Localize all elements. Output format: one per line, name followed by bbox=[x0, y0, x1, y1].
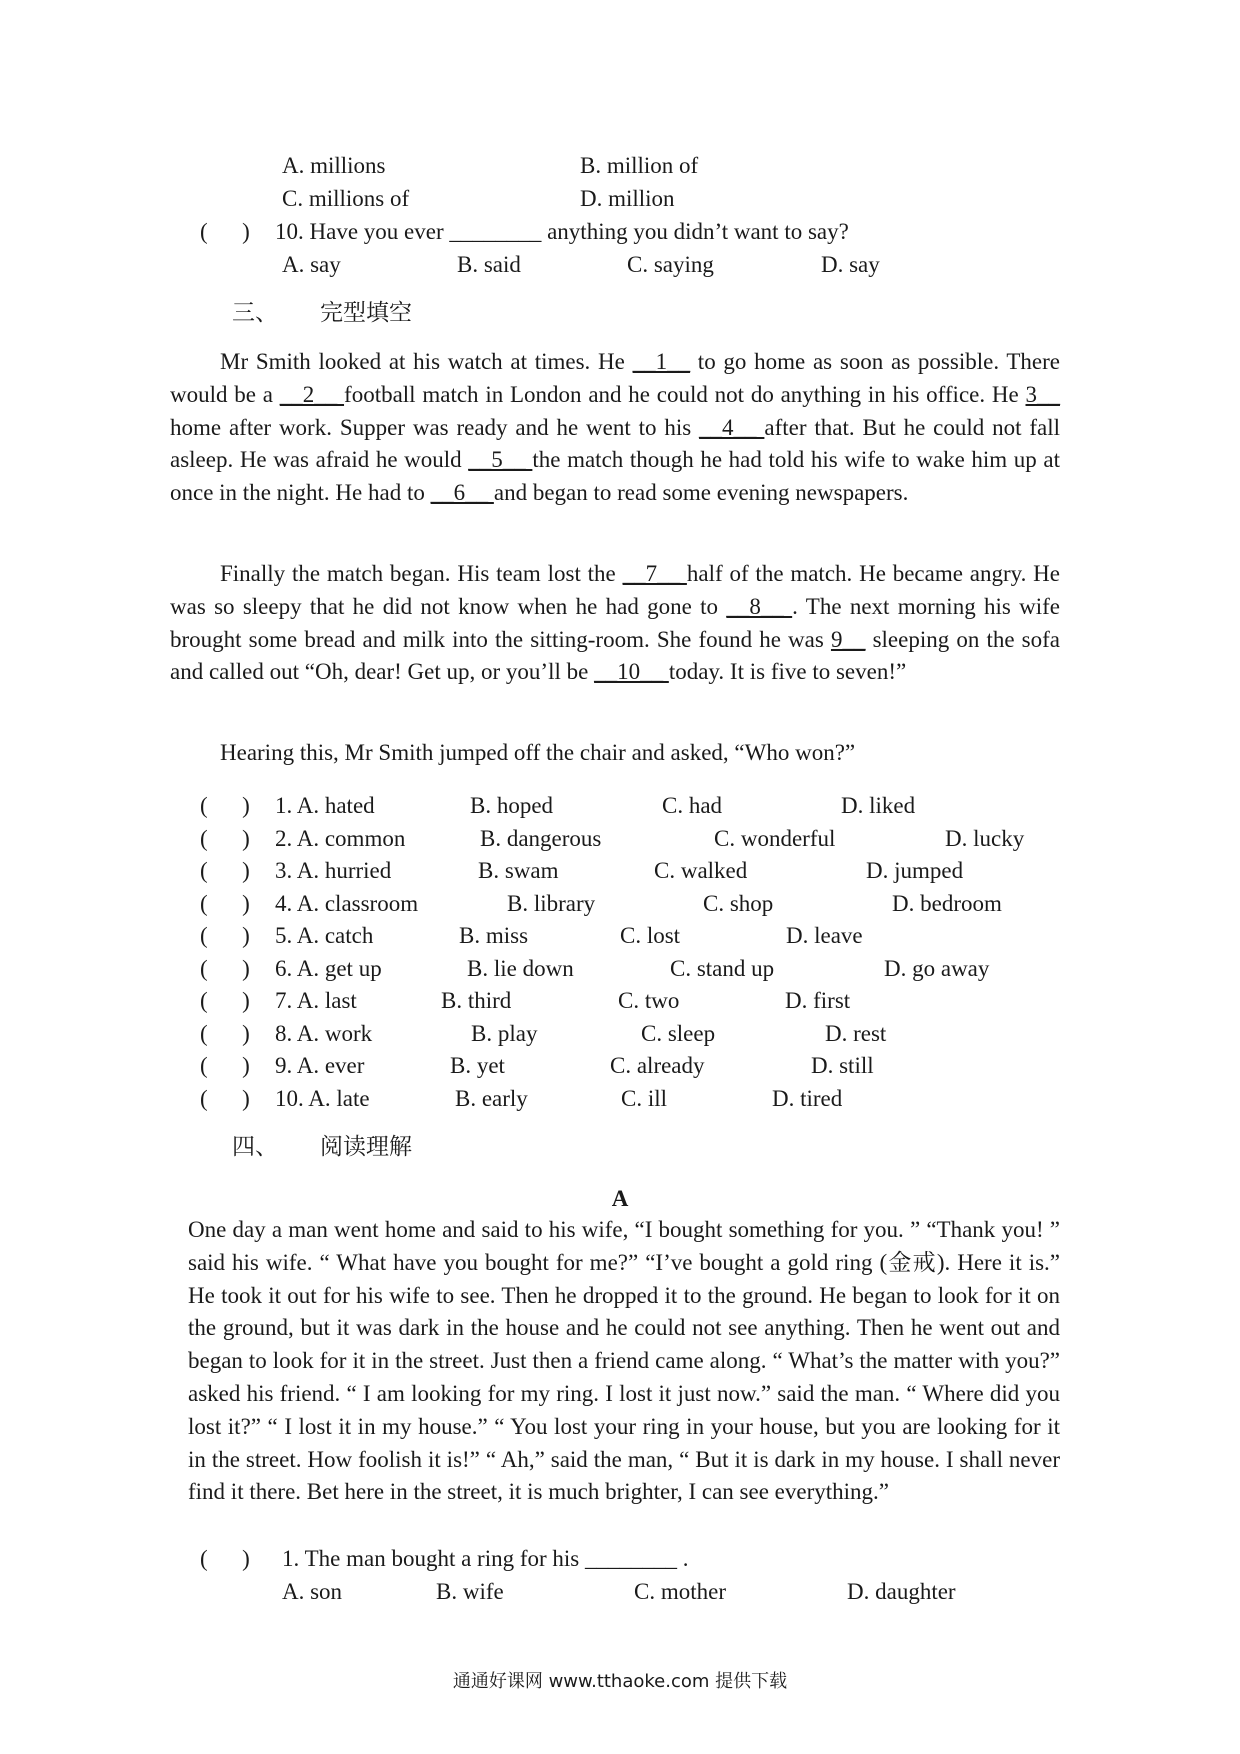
option-c: C. walked bbox=[654, 858, 748, 883]
cloze-blank-1: __1__ bbox=[632, 349, 691, 374]
option-b: B. miss bbox=[459, 923, 529, 948]
section3-title: 完型填空 bbox=[320, 300, 412, 326]
answer-paren: ( ) bbox=[200, 988, 250, 1013]
reading-q1-option-c: C. mother bbox=[634, 1579, 726, 1604]
option-a: 6. A. get up bbox=[275, 956, 382, 981]
option-a: 1. A. hated bbox=[275, 793, 375, 818]
reading-q1-option-b: B. wife bbox=[436, 1579, 504, 1604]
answer-paren: ( ) bbox=[200, 1021, 250, 1046]
page-footer: 通通好课网 www.tthaoke.com 提供下载 bbox=[452, 1671, 788, 1692]
option-c: C. ill bbox=[621, 1086, 668, 1111]
q9-option-a: A. millions bbox=[282, 153, 386, 178]
option-b: B. hoped bbox=[470, 793, 554, 818]
cloze-text: the match though he had told his wife to wake him up at once in the night. He had to bbox=[170, 447, 1061, 506]
answer-paren: ( ) bbox=[200, 826, 250, 851]
option-c: C. already bbox=[610, 1053, 705, 1078]
option-b: B. library bbox=[507, 891, 596, 916]
answer-paren: ( ) bbox=[200, 891, 250, 916]
q10-option-c: C. saying bbox=[627, 252, 714, 277]
answer-paren: ( ) bbox=[200, 923, 250, 948]
cloze-paragraph-2 bbox=[170, 558, 1060, 689]
option-b: B. dangerous bbox=[480, 826, 602, 851]
q9-option-d: D. million bbox=[580, 186, 675, 211]
q10-option-b: B. said bbox=[457, 252, 521, 277]
cloze-text: Mr Smith looked at his watch at times. He bbox=[220, 349, 633, 374]
option-a: 3. A. hurried bbox=[275, 858, 392, 883]
option-c: C. lost bbox=[620, 923, 681, 948]
cloze-blank-5: __5__ bbox=[468, 447, 533, 473]
reading-q1-stem: 1. The man bought a ring for his ________ . bbox=[282, 1546, 689, 1571]
option-d: D. bedroom bbox=[892, 891, 1002, 916]
cloze-text: half of the match. He became angry. He was so sleepy that he did not know when he had gone to bbox=[170, 561, 1060, 619]
cloze-text: after that. But he could not fall asleep. He was afraid he would bbox=[170, 414, 1060, 473]
cloze-paragraph-3 bbox=[170, 737, 1060, 770]
cloze-text: football match in London and he could not do anything in his office. He bbox=[344, 381, 1026, 407]
cloze-blank-2: __2__ bbox=[279, 381, 345, 407]
cloze-blank-10: __10__ bbox=[594, 659, 669, 685]
option-a: 2. A. common bbox=[275, 826, 406, 851]
answer-paren: ( ) bbox=[200, 858, 250, 883]
answer-paren: ( ) bbox=[200, 1086, 250, 1111]
option-d: D. go away bbox=[884, 956, 990, 981]
q10-option-a: A. say bbox=[282, 252, 341, 277]
option-c: C. shop bbox=[703, 891, 774, 916]
reading-q1-answer-paren: ( ) bbox=[200, 1546, 250, 1571]
option-d: D. lucky bbox=[945, 826, 1025, 851]
section4-title: 阅读理解 bbox=[320, 1134, 412, 1160]
answer-paren: ( ) bbox=[200, 793, 250, 818]
option-d: D. first bbox=[785, 988, 851, 1013]
option-a: 5. A. catch bbox=[275, 923, 374, 948]
q10-answer-paren: ( ) bbox=[200, 219, 250, 244]
q10-option-d: D. say bbox=[821, 252, 880, 277]
cloze-text: today. It is five to seven!” bbox=[668, 659, 907, 685]
cloze-paragraph-1 bbox=[170, 346, 1060, 510]
option-b: B. swam bbox=[478, 858, 559, 883]
option-a: 8. A. work bbox=[275, 1021, 373, 1046]
option-c: C. had bbox=[662, 793, 723, 818]
reading-q1-option-d: D. daughter bbox=[847, 1579, 956, 1604]
cloze-blank-4: __4__ bbox=[699, 414, 765, 440]
cloze-blank-6: __6__ bbox=[430, 480, 494, 506]
q10-stem: 10. Have you ever ________ anything you didn’t want to say? bbox=[275, 219, 849, 244]
option-a: 7. A. last bbox=[275, 988, 357, 1013]
section4-number: 四、 bbox=[232, 1134, 278, 1160]
option-d: D. rest bbox=[825, 1021, 887, 1046]
option-b: B. yet bbox=[450, 1053, 505, 1078]
cloze-blank-7: __7__ bbox=[622, 561, 687, 586]
option-d: D. tired bbox=[772, 1086, 843, 1111]
option-b: B. third bbox=[441, 988, 512, 1013]
cloze-text: sleeping on the sofa and called out “Oh, dear! Get up, or you’ll be bbox=[170, 626, 1060, 685]
q9-option-b: B. million of bbox=[580, 153, 699, 178]
option-d: D. liked bbox=[841, 793, 916, 818]
option-d: D. still bbox=[811, 1053, 874, 1078]
cloze-blank-9: 9__ bbox=[830, 626, 866, 652]
option-c: C. wonderful bbox=[714, 826, 836, 851]
option-d: D. jumped bbox=[866, 858, 964, 883]
section3-number: 三、 bbox=[232, 300, 278, 326]
option-c: C. sleep bbox=[641, 1021, 716, 1046]
cloze-text: . The next morning his wife brought some bread and milk into the sitting-room. She found he was bbox=[170, 593, 1061, 652]
option-c: C. stand up bbox=[670, 956, 775, 981]
reading-q1-option-a: A. son bbox=[282, 1579, 343, 1604]
answer-paren: ( ) bbox=[200, 1053, 250, 1078]
cloze-blank-8: __8__ bbox=[726, 593, 793, 619]
option-a: 4. A. classroom bbox=[275, 891, 419, 916]
cloze-text: to go home as soon as possible. There would be a bbox=[170, 349, 1061, 407]
option-b: B. play bbox=[471, 1021, 538, 1046]
option-b: B. early bbox=[455, 1086, 528, 1111]
option-b: B. lie down bbox=[467, 956, 574, 981]
q9-option-c: C. millions of bbox=[282, 186, 410, 211]
cloze-text: and began to read some evening newspapers. bbox=[493, 480, 909, 506]
option-a: 10. A. late bbox=[275, 1086, 370, 1111]
option-a: 9. A. ever bbox=[275, 1053, 365, 1078]
reading-passage-label: A bbox=[611, 1186, 629, 1211]
cloze-blank-3: 3__ bbox=[1025, 381, 1060, 407]
reading-passage-a: One day a man went home and said to his wife, “I bought something for you. ” “Thank you! ” said his wife. “ What have you bought for me?” “I’ve bought a gold ring (金戒). Here it is.” He took it out for his wife to see. Then he dropped it to the ground. He began to look for it on the ground, but it was dark in the house and he could not see anything. Then he went out and began to look for it in the street. Just then a friend came along. “ What’s the matter with you?” asked his friend. “ I am looking for my ring. I lost it just now.” said the man. “ Where did you lost it?” “ I lost it in my house.” “ You lost your ring in your house, but you are looking for it in the street. How foolish it is!” “ Ah,” said the man, “ But it is dark in my house. I shall never find it there. Bet here in the street, it is much brighter, I can see everything.” bbox=[188, 1217, 1060, 1505]
option-d: D. leave bbox=[786, 923, 863, 948]
answer-paren: ( ) bbox=[200, 956, 250, 981]
option-c: C. two bbox=[618, 988, 680, 1013]
cloze-text: home after work. Supper was ready and he went to his bbox=[170, 414, 700, 440]
cloze-text: Hearing this, Mr Smith jumped off the chair and asked, “Who won?” bbox=[220, 740, 856, 765]
cloze-text: Finally the match began. His team lost the bbox=[220, 561, 623, 586]
